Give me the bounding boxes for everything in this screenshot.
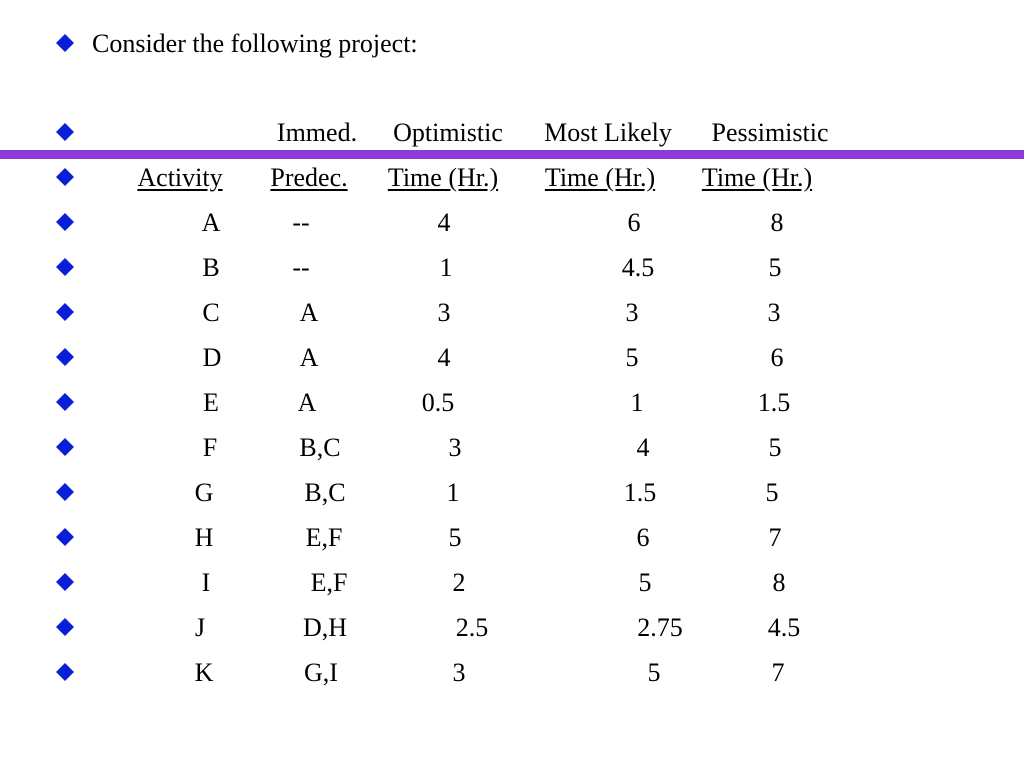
table-row — [0, 293, 1024, 333]
cell-activity: E — [203, 388, 219, 417]
cell-activity: F — [202, 433, 218, 462]
cell-most-likely: 5 — [638, 568, 652, 597]
cell-optimistic: 3 — [448, 433, 462, 462]
header-most-likely-top: Most Likely — [544, 118, 672, 147]
cell-activity: C — [202, 298, 220, 327]
table-row — [0, 248, 1024, 288]
cell-optimistic: 1 — [446, 478, 460, 507]
cell-pessimistic: 7 — [771, 658, 785, 687]
diamond-bullet-icon — [56, 393, 74, 411]
diamond-bullet-icon — [56, 663, 74, 681]
cell-optimistic: 3 — [452, 658, 466, 687]
cell-most-likely: 1 — [630, 388, 644, 417]
table-row — [0, 563, 1024, 603]
diamond-bullet-icon — [56, 438, 74, 456]
cell-optimistic: 0.5 — [421, 388, 455, 417]
cell-pessimistic: 8 — [770, 208, 784, 237]
diamond-bullet-icon — [56, 34, 74, 52]
diamond-bullet-icon — [56, 168, 74, 186]
cell-predecessor: D,H — [302, 613, 348, 642]
header-optimistic: Time (Hr.) — [387, 163, 499, 192]
diamond-bullet-icon — [56, 573, 74, 591]
header-pessimistic: Time (Hr.) — [701, 163, 813, 192]
cell-pessimistic: 5 — [768, 433, 782, 462]
diamond-bullet-icon — [56, 213, 74, 231]
header-predecessor: Predec. — [270, 163, 348, 192]
diamond-bullet-icon — [56, 528, 74, 546]
table-row — [0, 518, 1024, 558]
cell-predecessor: A — [299, 343, 319, 372]
header-most-likely: Time (Hr.) — [544, 163, 656, 192]
cell-pessimistic: 5 — [768, 253, 782, 282]
header-predecessor-top: Immed. — [276, 118, 358, 147]
cell-predecessor: -- — [292, 208, 310, 237]
cell-optimistic: 3 — [437, 298, 451, 327]
cell-predecessor: A — [297, 388, 317, 417]
table-row — [0, 653, 1024, 693]
cell-activity: H — [194, 523, 214, 552]
table-row — [0, 383, 1024, 423]
diamond-bullet-icon — [56, 618, 74, 636]
cell-predecessor: B,C — [304, 478, 346, 507]
table-row — [0, 338, 1024, 378]
cell-most-likely: 4 — [636, 433, 650, 462]
cell-activity: J — [194, 613, 206, 642]
cell-optimistic: 2 — [452, 568, 466, 597]
header-optimistic-top: Optimistic — [393, 118, 503, 147]
cell-optimistic: 2.5 — [455, 613, 489, 642]
cell-pessimistic: 8 — [772, 568, 786, 597]
intro-text: Consider the following project: — [92, 29, 418, 58]
cell-predecessor: B,C — [299, 433, 341, 462]
cell-pessimistic: 1.5 — [757, 388, 791, 417]
table-row — [0, 428, 1024, 468]
header-activity: Activity — [137, 163, 223, 192]
cell-predecessor: E,F — [305, 523, 343, 552]
cell-most-likely: 4.5 — [621, 253, 655, 282]
cell-optimistic: 1 — [439, 253, 453, 282]
table-header-bottom — [0, 158, 1024, 198]
cell-optimistic: 4 — [437, 343, 451, 372]
table-header-top — [0, 113, 1024, 153]
diamond-bullet-icon — [56, 123, 74, 141]
cell-pessimistic: 5 — [765, 478, 779, 507]
cell-predecessor: E,F — [310, 568, 348, 597]
cell-most-likely: 1.5 — [623, 478, 657, 507]
cell-activity: G — [194, 478, 214, 507]
diamond-bullet-icon — [56, 483, 74, 501]
cell-activity: I — [201, 568, 211, 597]
cell-activity: D — [202, 343, 222, 372]
cell-most-likely: 5 — [625, 343, 639, 372]
diamond-bullet-icon — [56, 303, 74, 321]
cell-activity: A — [201, 208, 221, 237]
table-row — [0, 608, 1024, 648]
cell-most-likely: 5 — [647, 658, 661, 687]
cell-optimistic: 5 — [448, 523, 462, 552]
cell-pessimistic: 3 — [767, 298, 781, 327]
cell-most-likely: 3 — [625, 298, 639, 327]
cell-pessimistic: 6 — [770, 343, 784, 372]
cell-activity: B — [202, 253, 220, 282]
intro-row — [0, 24, 1024, 64]
cell-optimistic: 4 — [437, 208, 451, 237]
cell-predecessor: G,I — [304, 658, 338, 687]
table-row — [0, 203, 1024, 243]
table-row — [0, 473, 1024, 513]
cell-activity: K — [194, 658, 214, 687]
cell-pessimistic: 4.5 — [767, 613, 801, 642]
cell-most-likely: 6 — [636, 523, 650, 552]
cell-predecessor: A — [299, 298, 319, 327]
diamond-bullet-icon — [56, 258, 74, 276]
cell-predecessor: -- — [292, 253, 310, 282]
cell-pessimistic: 7 — [768, 523, 782, 552]
diamond-bullet-icon — [56, 348, 74, 366]
cell-most-likely: 2.75 — [637, 613, 683, 642]
header-pessimistic-top: Pessimistic — [711, 118, 829, 147]
cell-most-likely: 6 — [627, 208, 641, 237]
